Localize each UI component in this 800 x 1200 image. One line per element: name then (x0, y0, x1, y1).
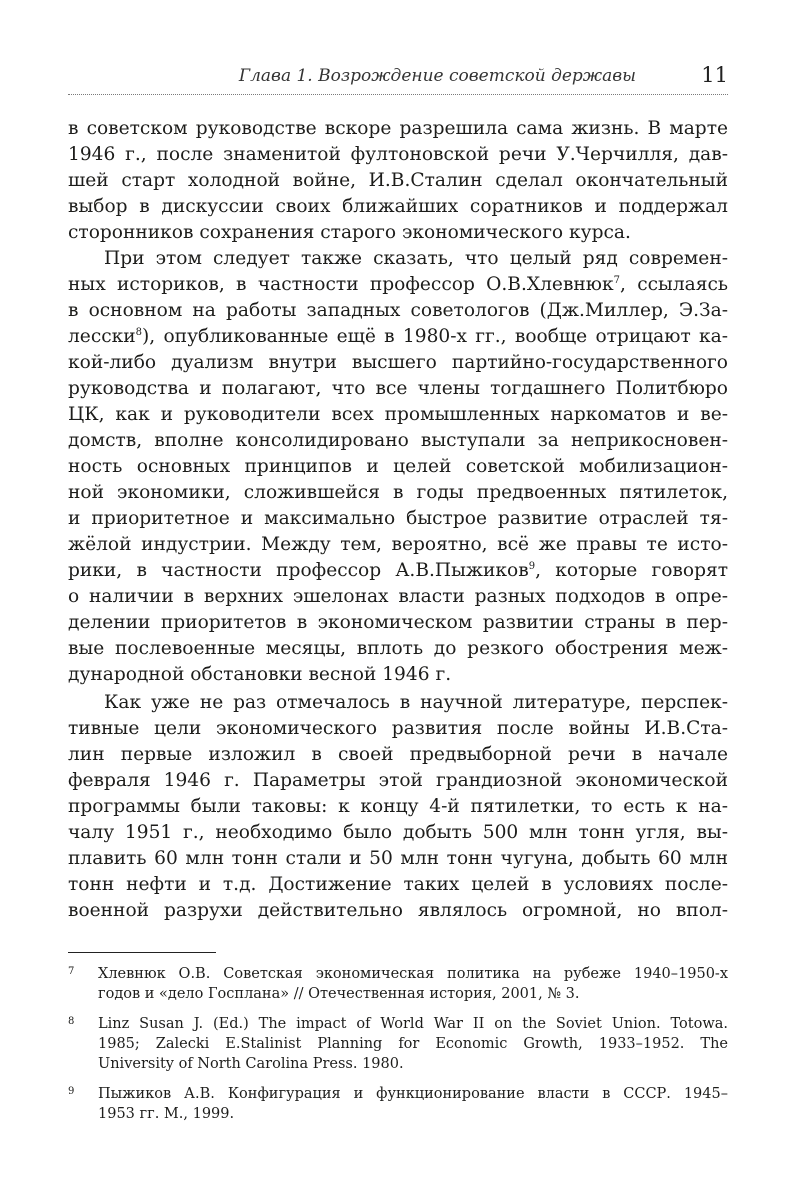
footnote-9 (68, 1084, 728, 1124)
text-segment: ных историков, в частности профессор О.В.Хлевнюк (68, 274, 614, 295)
text-line: тивные цели экономического развития после войны И.В.Ста- (68, 718, 728, 739)
text-line: дународной обстановки весной 1946 г. (68, 664, 452, 685)
footnote-line: 1953 гг. М., 1999. (98, 1106, 235, 1122)
text-line: ность основных принципов и целей советской мобилизацион- (68, 456, 728, 477)
text-line: выбор в дискуссии своих ближайших соратников и поддержал (68, 196, 728, 217)
text-line: шей старт холодной войне, И.В.Сталин сделал окончательный (68, 170, 728, 191)
text-line (68, 272, 728, 298)
footnote-ref: 8 (135, 326, 143, 338)
text-line: и приоритетное и максимально быстрое развитие отраслей тя- (68, 508, 728, 529)
text-line: февраля 1946 г. Параметры этой грандиозной экономической (68, 770, 728, 791)
text-line (68, 558, 728, 584)
chapter-title: Глава 1. Возрождение советской державы (238, 66, 636, 86)
running-header (68, 62, 728, 95)
text-line: о наличии в верхних эшелонах власти разных подходов в опре- (68, 586, 728, 607)
footnote-line: Хлевнюк О.В. Советская экономическая политика на рубеже 1940–1950-х (98, 966, 728, 982)
text-segment: лесски (68, 326, 136, 347)
footnote-ref: 9 (528, 560, 536, 572)
text-line: Как уже не раз отмечалось в научной литературе, перспек- (104, 692, 728, 713)
text-line: ной экономики, сложившейся в годы предвоенных пятилеток, (68, 482, 728, 503)
text-line: делении приоритетов в экономическом развитии страны в пер- (68, 612, 728, 633)
footnote-line: Linz Susan J. (Ed.) The impact of World War II on the Soviet Union. Totowa. (98, 1016, 728, 1032)
footnote-number: 9 (68, 1086, 75, 1097)
text-line: лин первые изложил в своей предвыборной речи в начале (68, 744, 728, 765)
footnote-8 (68, 1014, 728, 1074)
text-line: в основном на работы западных советологов (Дж.Миллер, Э.За- (68, 300, 728, 321)
text-segment: ), опубликованные ещё в 1980-х гг., вообще отрицают ка- (142, 326, 728, 347)
footnote-number: 7 (68, 966, 75, 977)
text-line: ЦК, как и руководители всех промышленных наркоматов и ве- (68, 404, 728, 425)
text-line: сторонников сохранения старого экономического курса. (68, 222, 631, 243)
footnote-line: University of North Carolina Press. 1980. (98, 1056, 404, 1072)
footnote-7 (68, 964, 728, 1004)
footnote-line: годов и «дело Госплана» // Отечественная история, 2001, № 3. (98, 986, 580, 1002)
text-segment: , ссылаясь (619, 274, 728, 295)
text-line: плавить 60 млн тонн стали и 50 млн тонн чугуна, добыть 60 млн (68, 848, 728, 869)
text-line: чалу 1951 г., необходимо было добыть 500 млн тонн угля, вы- (68, 822, 728, 843)
text-line: жёлой индустрии. Между тем, вероятно, всё же правы те исто- (68, 534, 728, 555)
text-line: военной разрухи действительно являлось огромной, но впол- (68, 900, 728, 921)
footnote-rule (68, 952, 216, 953)
text-line: домств, вполне консолидировано выступали за неприкосновен- (68, 430, 728, 451)
text-line: вые послевоенные месяцы, вплоть до резкого обострения меж- (68, 638, 728, 659)
text-line: программы были таковы: к концу 4-й пятилетки, то есть к на- (68, 796, 728, 817)
footnote-line: 1985; Zalecki E.Stalinist Planning for Economic Growth, 1933–1952. The (98, 1036, 728, 1052)
text-segment: рики, в частности профессор А.В.Пыжиков (68, 560, 529, 581)
text-line: в советском руководстве вскоре разрешила сама жизнь. В марте (68, 118, 728, 139)
text-line (68, 324, 728, 350)
text-line: кой-либо дуализм внутри высшего партийно-государственного (68, 352, 728, 373)
page-number: 11 (701, 63, 728, 87)
text-line: руководства и полагают, что все члены тогдашнего Политбюро (68, 378, 728, 399)
text-line: тонн нефти и т.д. Достижение таких целей в условиях после- (68, 874, 728, 895)
footnote-line: Пыжиков А.В. Конфигурация и функционирование власти в СССР. 1945– (98, 1086, 728, 1102)
text-line: При этом следует также сказать, что целый ряд современ- (104, 248, 728, 269)
text-line: 1946 г., после знаменитой фултоновской речи У.Черчилля, дав- (68, 144, 728, 165)
footnote-number: 8 (68, 1016, 75, 1027)
text-segment: , которые говорят (535, 560, 728, 581)
footnote-ref: 7 (613, 274, 620, 286)
